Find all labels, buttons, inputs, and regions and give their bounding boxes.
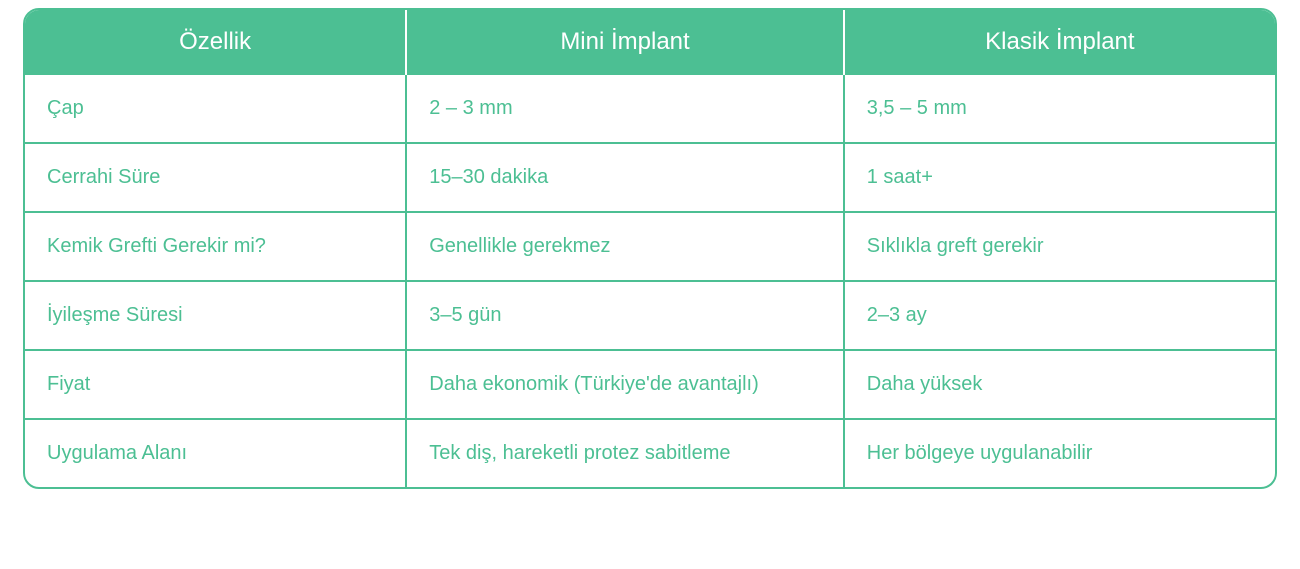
cell-mini: Genellikle gerekmez <box>406 212 844 281</box>
cell-mini: Tek diş, hareketli protez sabitleme <box>406 419 844 487</box>
cell-feature: İyileşme Süresi <box>25 281 406 350</box>
cell-feature: Cerrahi Süre <box>25 143 406 212</box>
table-header <box>25 10 1275 74</box>
column-header-feature: Özellik <box>25 10 406 74</box>
cell-classic: 3,5 – 5 mm <box>844 74 1275 143</box>
cell-feature: Fiyat <box>25 350 406 419</box>
cell-mini: 15–30 dakika <box>406 143 844 212</box>
cell-feature: Kemik Grefti Gerekir mi? <box>25 212 406 281</box>
column-header-mini-implant: Mini İmplant <box>406 10 844 74</box>
cell-classic: Daha yüksek <box>844 350 1275 419</box>
cell-feature: Çap <box>25 74 406 143</box>
cell-mini: 2 – 3 mm <box>406 74 844 143</box>
comparison-table-container <box>23 8 1277 489</box>
cell-mini: 3–5 gün <box>406 281 844 350</box>
cell-mini: Daha ekonomik (Türkiye'de avantajlı) <box>406 350 844 419</box>
table-row <box>25 74 1275 143</box>
cell-classic: 1 saat+ <box>844 143 1275 212</box>
comparison-table <box>25 10 1275 487</box>
table-row <box>25 419 1275 487</box>
table-row <box>25 281 1275 350</box>
column-header-classic-implant: Klasik İmplant <box>844 10 1275 74</box>
table-body <box>25 74 1275 487</box>
table-header-row <box>25 10 1275 74</box>
cell-feature: Uygulama Alanı <box>25 419 406 487</box>
cell-classic: 2–3 ay <box>844 281 1275 350</box>
cell-classic: Her bölgeye uygulanabilir <box>844 419 1275 487</box>
table-row <box>25 143 1275 212</box>
table-row <box>25 212 1275 281</box>
table-row <box>25 350 1275 419</box>
cell-classic: Sıklıkla greft gerekir <box>844 212 1275 281</box>
